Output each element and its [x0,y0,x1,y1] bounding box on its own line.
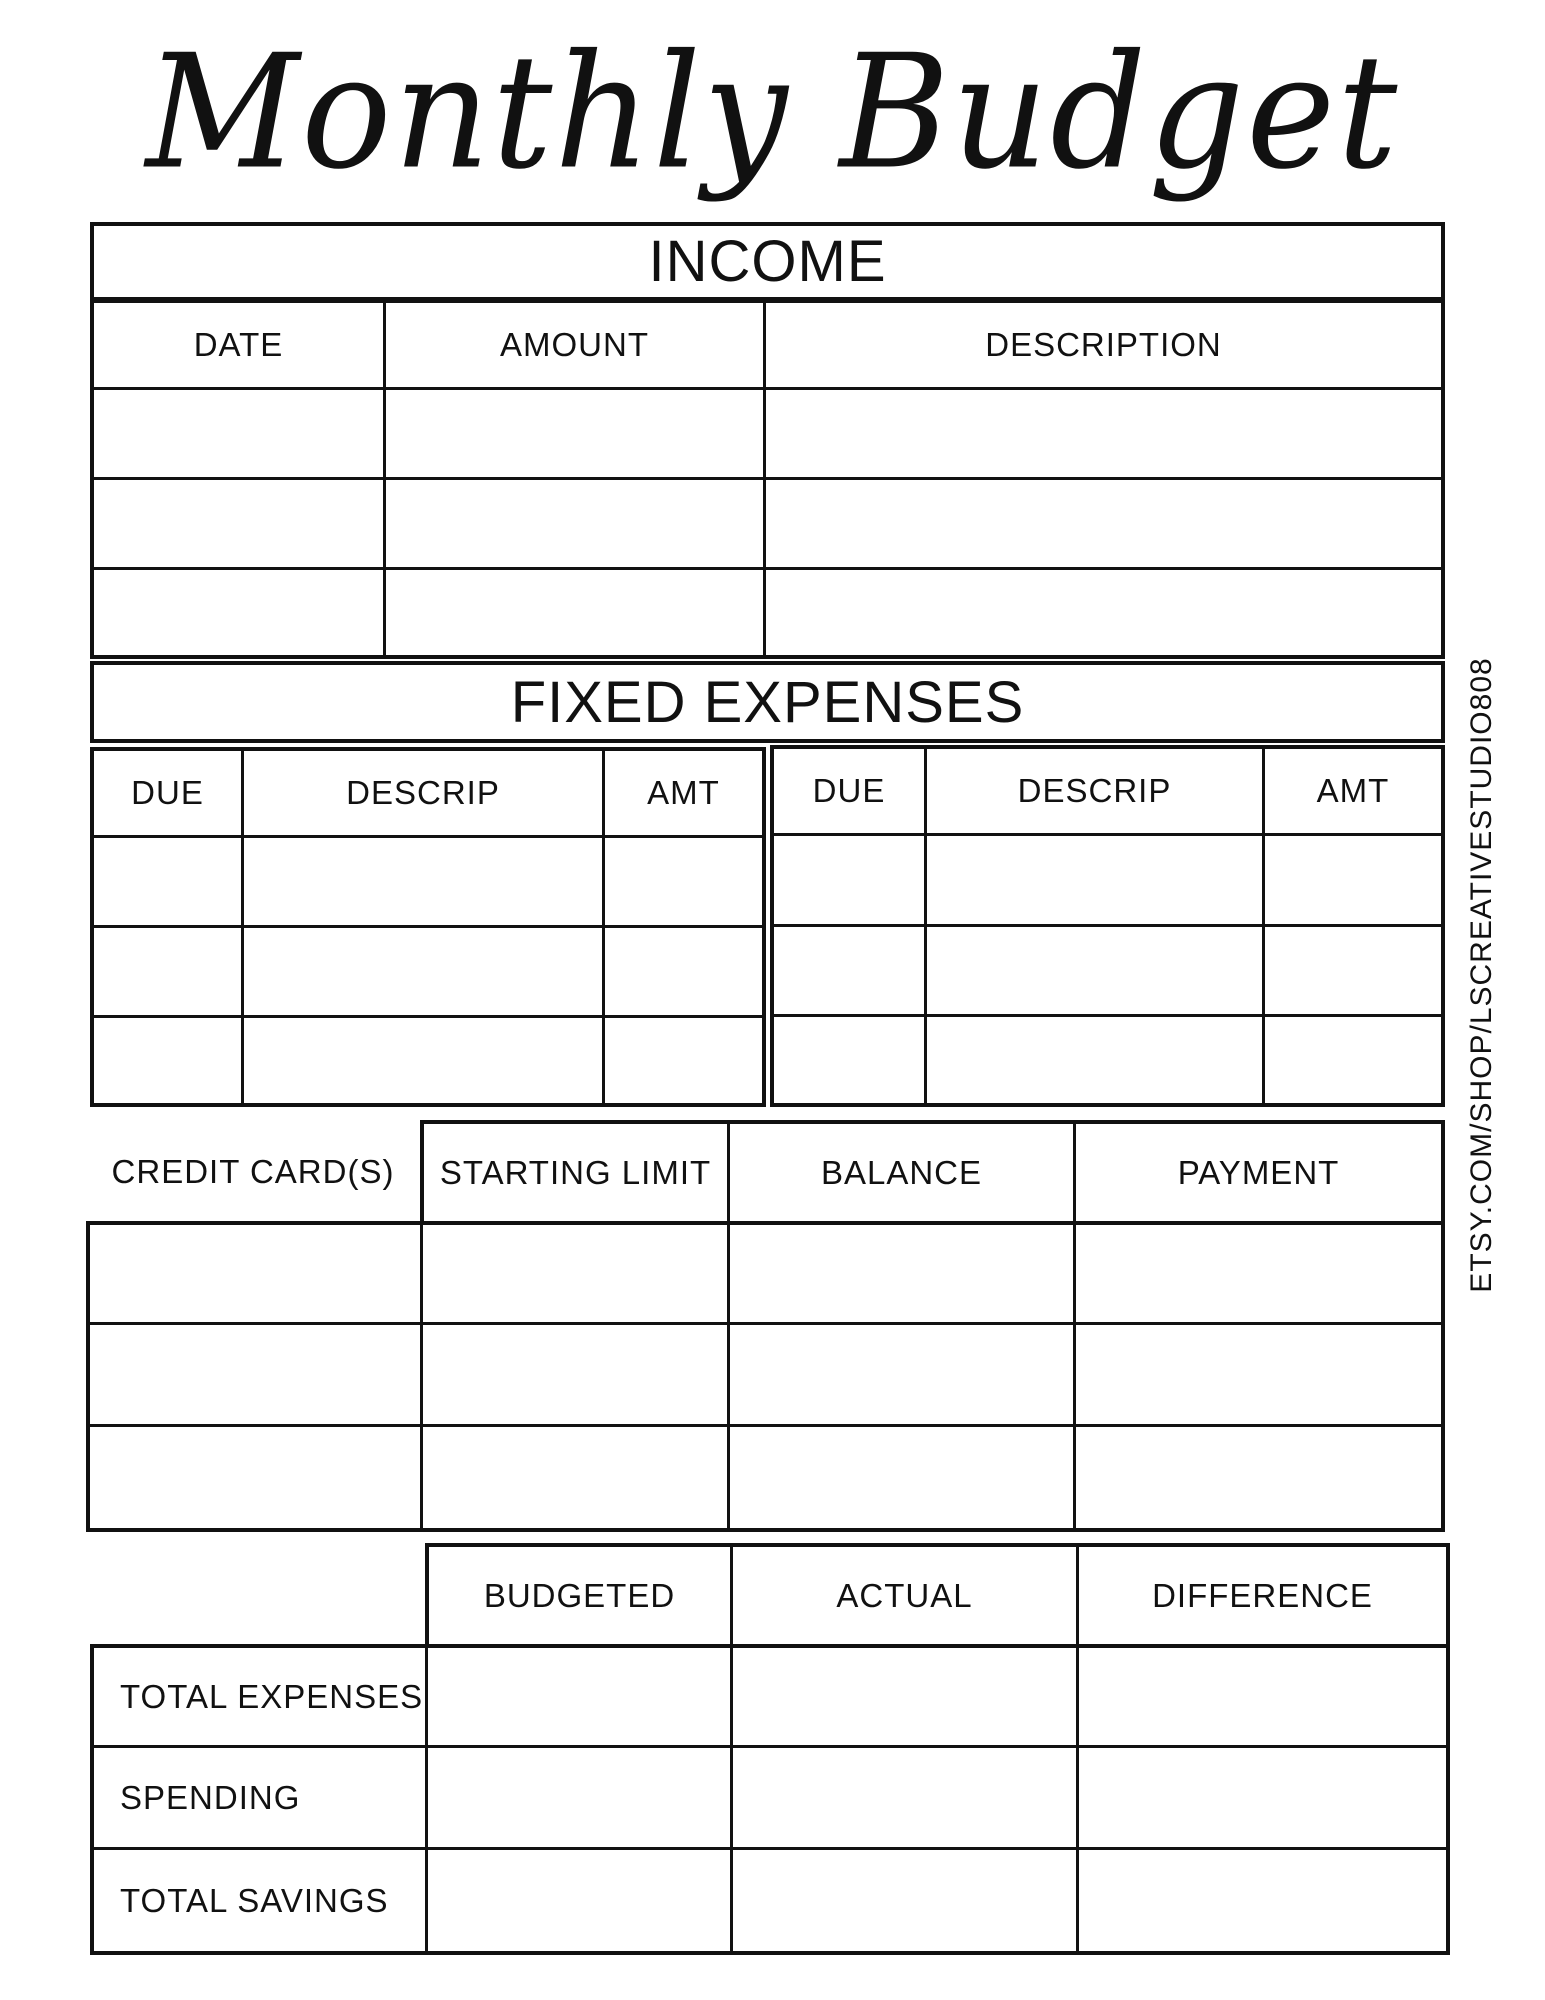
fixed-right-col-amt: AMT [1316,772,1390,809]
income-description-cell-1[interactable] [766,390,1441,477]
credit-card-row-1[interactable] [90,1225,1441,1322]
income-date-cell-1[interactable] [94,390,383,477]
credit-card-col-starting-limit: STARTING LIMIT [439,1153,712,1191]
shop-url-side-text: ETSY.COM/SHOP/LSCREATIVESTUDIO808 [1465,657,1498,1293]
fixed-expenses-heading-label: FIXED EXPENSES [510,669,1025,735]
fixed-left-row-2[interactable] [94,928,762,1015]
summary-row-total-savings: TOTAL SAVINGS [120,1881,389,1919]
fixed-right-col-due: DUE [812,772,886,809]
summary-total-expenses-values[interactable] [428,1648,1446,1745]
fixed-left-col-amt: AMT [647,774,720,811]
income-heading-label: INCOME [648,229,887,294]
summary-row-spending: SPENDING [120,1778,301,1816]
income-amount-cell-2[interactable] [386,480,763,567]
fixed-expenses-heading [90,661,1445,743]
income-col-description: DESCRIPTION [985,326,1222,363]
credit-card-col-balance: BALANCE [820,1153,983,1191]
credit-card-col-payment: PAYMENT [1177,1153,1340,1191]
income-date-cell-3[interactable] [94,570,383,655]
summary-row-total-expenses: TOTAL EXPENSES [120,1677,424,1715]
summary-col-budgeted: BUDGETED [483,1576,676,1614]
income-col-amount: AMOUNT [500,326,649,363]
fixed-left-col-descrip: DESCRIP [346,774,500,811]
fixed-right-row-2[interactable] [774,927,1441,1014]
credit-card-row-2[interactable] [90,1325,1441,1424]
summary-spending-values[interactable] [428,1748,1446,1847]
fixed-right-row-1[interactable] [774,836,1441,924]
fixed-right-col-descrip: DESCRIP [1017,772,1172,809]
credit-card-row-3[interactable] [90,1427,1441,1528]
income-description-cell-2[interactable] [766,480,1441,567]
page-title: Monthly Budget [145,21,1400,205]
credit-card-col-card: CREDIT CARD(S) [111,1152,395,1190]
income-heading [90,222,1445,301]
income-amount-cell-1[interactable] [386,390,763,477]
income-description-cell-3[interactable] [766,570,1441,655]
fixed-left-row-3[interactable] [94,1018,762,1103]
fixed-left-col-due: DUE [131,774,204,811]
summary-col-actual: ACTUAL [836,1576,973,1614]
fixed-left-row-1[interactable] [94,838,762,925]
fixed-right-row-3[interactable] [774,1017,1441,1103]
income-col-date: DATE [193,326,284,363]
summary-total-savings-values[interactable] [428,1850,1446,1951]
income-amount-cell-3[interactable] [386,570,763,655]
summary-col-difference: DIFFERENCE [1152,1576,1373,1614]
income-date-cell-2[interactable] [94,480,383,567]
